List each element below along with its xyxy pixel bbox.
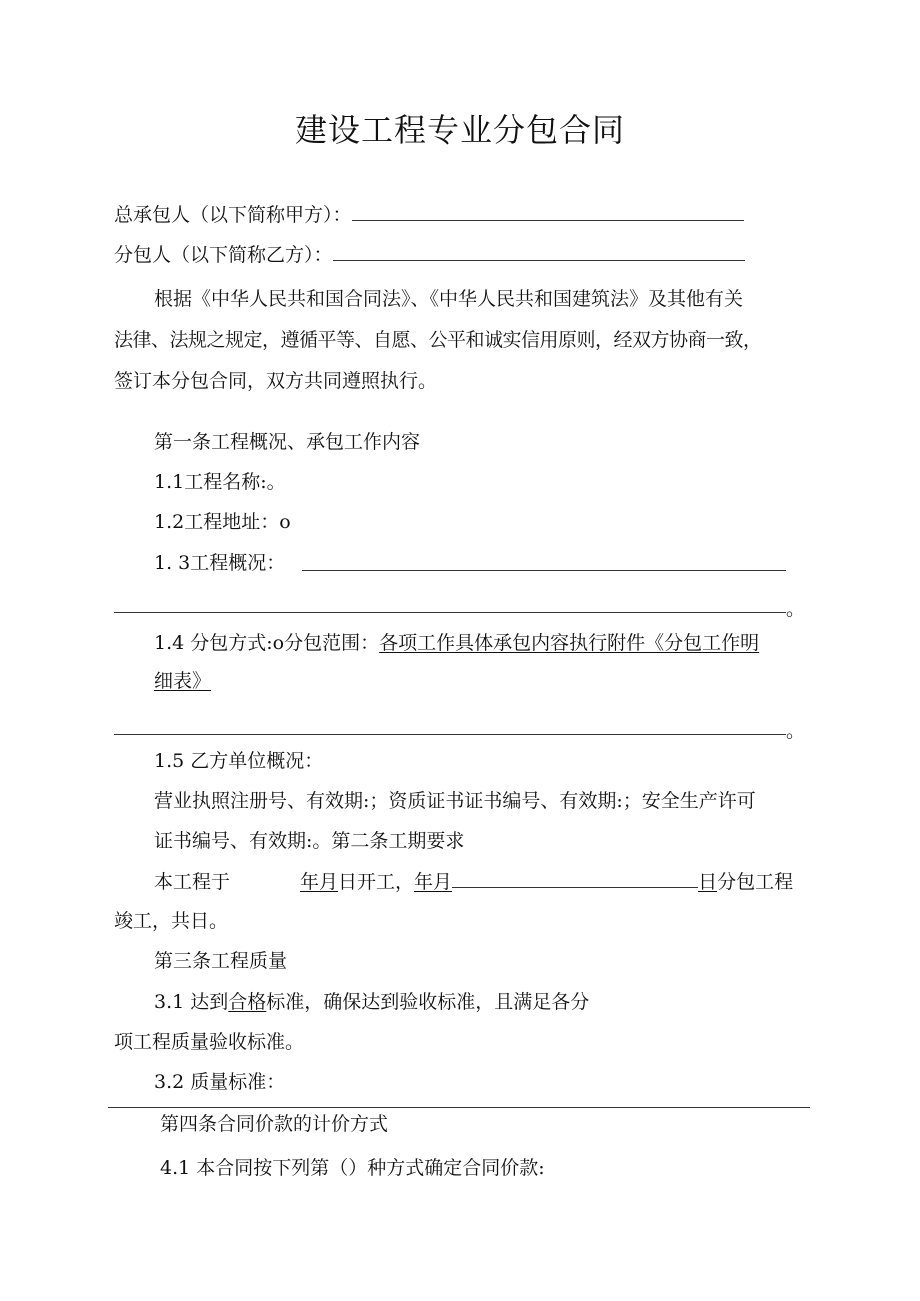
party-b-blank [333, 242, 745, 261]
quality-prefix: 3.1 达到 [154, 991, 229, 1013]
party-b-overview-label: 1.5 乙方单位概况： [154, 750, 324, 772]
quality-standard-label: 3.2 质量标准： [154, 1071, 286, 1093]
scope-blank [114, 734, 786, 735]
quality-standard-blank [108, 1107, 810, 1108]
start-prefix: 本工程于 [154, 871, 231, 893]
schedule-line-2: 竣工，共日。 [114, 910, 229, 932]
project-address: 1.2工程地址：o [154, 511, 291, 533]
scope-text: 各项工作具体承包内容执行附件《分包工作明 [379, 632, 760, 654]
schedule-line-1 [154, 869, 793, 895]
project-name: 1.1工程名称:。 [154, 471, 286, 493]
quality-line-2: 项工程质量验收标准。 [114, 1031, 305, 1053]
intro-line-2: 法律、法规之规定，遵循平等、自愿、公平和诚实信用原则，经双方协商一致， [114, 329, 762, 351]
intro-line-1: 根据《中华人民共和国合同法》、《中华人民共和国建筑法》及其他有关 [154, 288, 744, 310]
party-b-license-line-2: 证书编号、有效期:。第二条工期要求 [154, 830, 465, 852]
quality-line-1 [154, 989, 589, 1015]
quality-suffix: 标准，确保达到验收标准，且满足各分 [266, 991, 590, 1013]
end-date-blank [452, 869, 698, 888]
scope-text-end: 细表》 [154, 670, 212, 692]
party-b-license-line-1: 营业执照注册号、有效期:；资质证书证书编号、有效期:；安全生产许可 [154, 790, 756, 812]
party-b-label: 分包人（以下简称乙方）： [114, 244, 333, 266]
start-year-month: 年月 [300, 871, 339, 893]
article-1-heading: 第一条工程概况、承包工作内容 [154, 431, 421, 453]
article-3-heading: 第三条工程质量 [154, 950, 288, 972]
start-mid: 日开工， [338, 871, 415, 893]
page-title: 建设工程专业分包合同 [294, 111, 625, 149]
start-suffix: 分包工程 [717, 871, 794, 893]
article-4-heading: 第四条合同价款的计价方式 [160, 1113, 389, 1135]
party-b-line [114, 242, 745, 268]
end-year-month: 年月 [414, 871, 453, 893]
end-day: 日 [698, 871, 718, 893]
party-a-blank [352, 202, 744, 221]
overview-blank-2 [114, 612, 786, 613]
subcontract-scope-line-1 [154, 630, 759, 656]
subcontract-scope-line-2 [154, 668, 211, 694]
party-a-label: 总承包人（以下简称甲方）： [114, 204, 352, 226]
quality-level: 合格 [228, 991, 267, 1013]
subcontract-method-label: 1.4 分包方式:o分包范围： [154, 632, 380, 654]
overview-blank-1 [302, 570, 786, 571]
scope-end-mark: 。 [786, 720, 806, 742]
intro-line-3: 签订本分包合同，双方共同遵照执行。 [114, 370, 438, 392]
overview-end-mark: 。 [786, 598, 806, 620]
price-method-line: 4.1 本合同按下列第（）种方式确定合同价款: [160, 1157, 545, 1179]
party-a-line [114, 202, 744, 228]
project-overview-label: 1. 3工程概况： [154, 552, 286, 574]
